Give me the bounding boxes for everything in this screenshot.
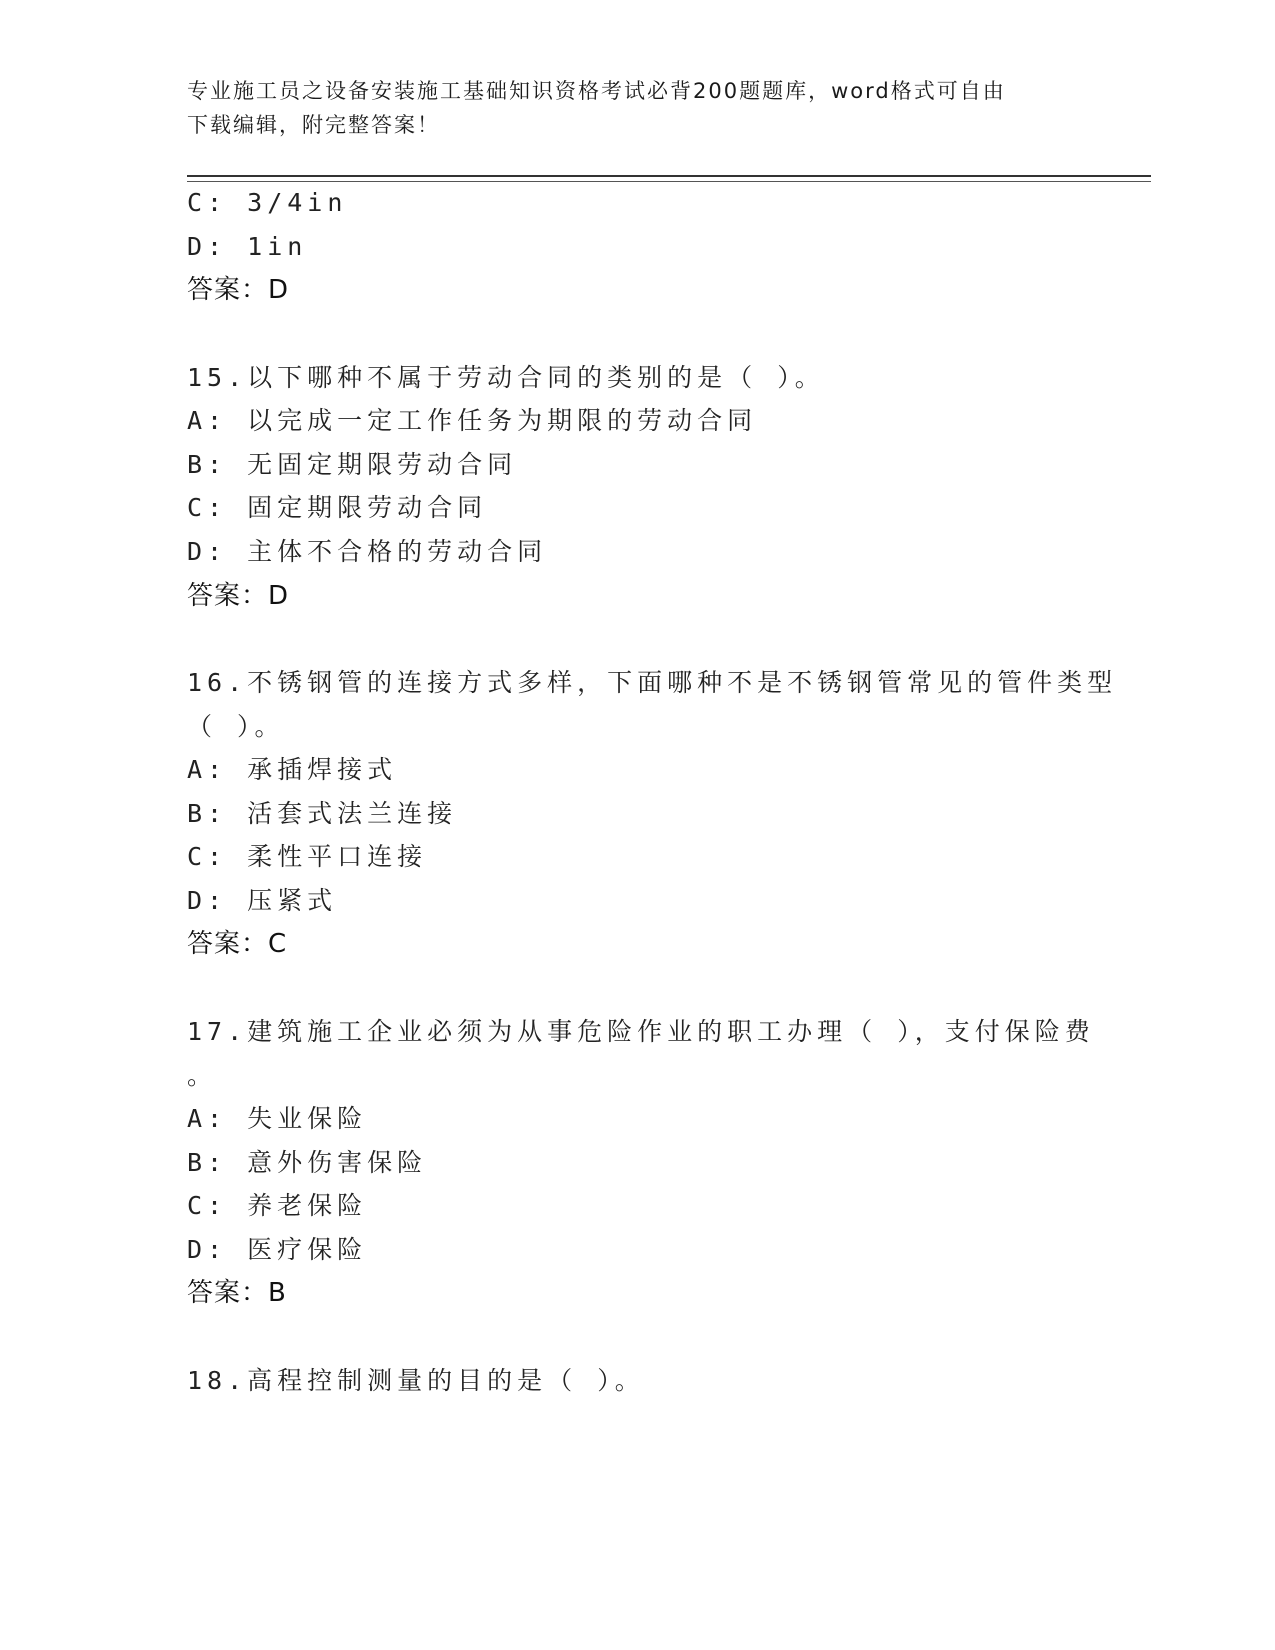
- q14-answer: 答案：D: [187, 275, 290, 305]
- q17-option-a: A: 失业保险: [187, 1104, 368, 1133]
- header-line-1: 专业施工员之设备安装施工基础知识资格考试必背200题题库，word格式可自由: [187, 79, 1006, 103]
- q17-option-c: C: 养老保险: [187, 1191, 368, 1220]
- q16-answer: 答案：C: [187, 929, 288, 959]
- document-header: [187, 74, 1067, 142]
- q16-question-cont: （ ）。: [187, 712, 285, 741]
- q17-question: 17.建筑施工企业必须为从事危险作业的职工办理（ ），支付保险费: [187, 1017, 1095, 1046]
- q15-option-d: D: 主体不合格的劳动合同: [187, 537, 548, 566]
- q17-option-b: B: 意外伤害保险: [187, 1148, 428, 1177]
- q15-answer: 答案：D: [187, 581, 290, 611]
- q15-question: 15.以下哪种不属于劳动合同的类别的是（ ）。: [187, 363, 825, 392]
- q17-option-d: D: 医疗保险: [187, 1235, 368, 1264]
- q14-option-c: C: 3/4in: [187, 188, 348, 217]
- q16-option-d: D: 压紧式: [187, 886, 338, 915]
- q17-question-cont: 。: [187, 1061, 218, 1090]
- q17-answer: 答案：B: [187, 1278, 287, 1308]
- q16-option-b: B: 活套式法兰连接: [187, 799, 458, 828]
- q14-option-d: D: 1in: [187, 232, 308, 261]
- q16-option-c: C: 柔性平口连接: [187, 842, 428, 871]
- q15-option-b: B: 无固定期限劳动合同: [187, 450, 518, 479]
- q15-option-a: A: 以完成一定工作任务为期限的劳动合同: [187, 406, 758, 435]
- q16-option-a: A: 承插焊接式: [187, 755, 398, 784]
- q18-question: 18.高程控制测量的目的是（ ）。: [187, 1366, 645, 1395]
- q15-option-c: C: 固定期限劳动合同: [187, 493, 488, 522]
- header-divider-thick: [187, 175, 1151, 177]
- q16-question: 16.不锈钢管的连接方式多样，下面哪种不是不锈钢管常见的管件类型: [187, 668, 1118, 697]
- header-divider-thin: [187, 181, 1151, 182]
- header-line-2: 下载编辑，附完整答案！: [187, 113, 440, 137]
